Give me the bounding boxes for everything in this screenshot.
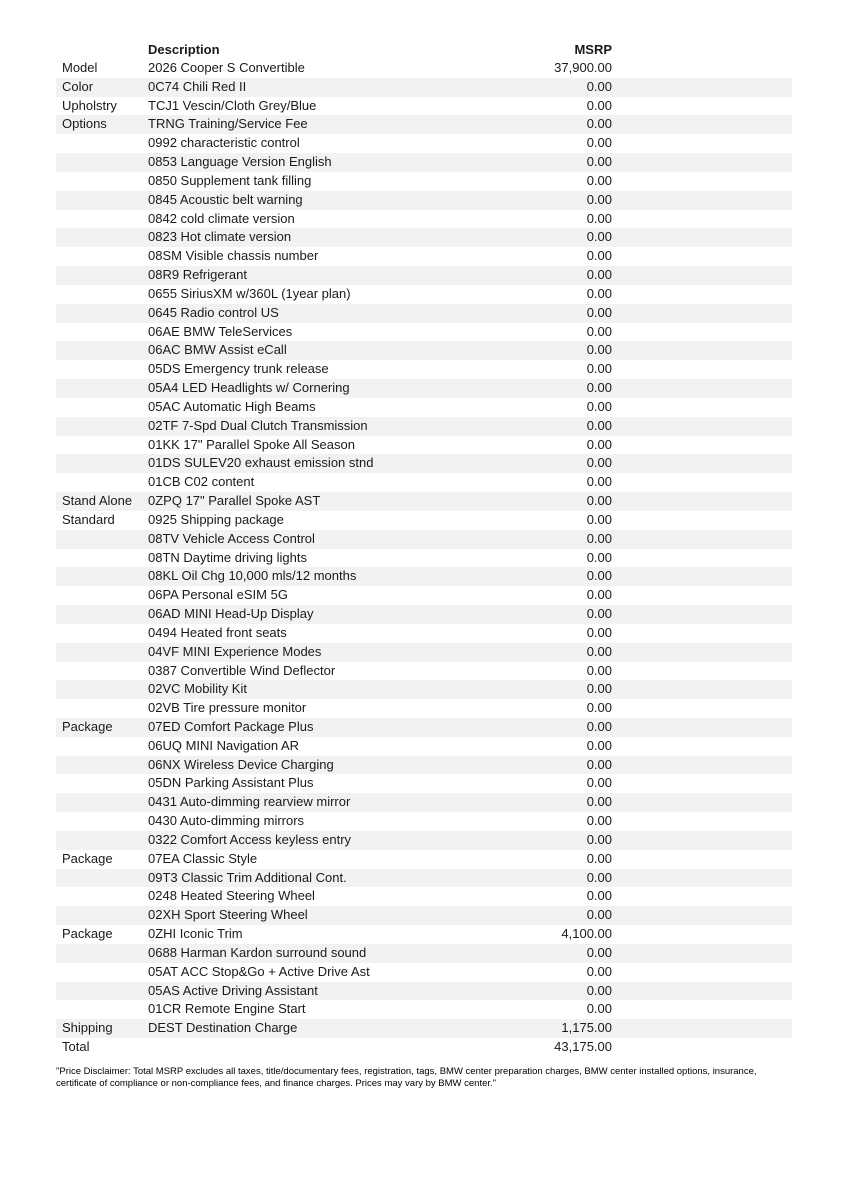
row-filler xyxy=(612,1000,792,1019)
table-row xyxy=(56,473,792,492)
table-row xyxy=(56,680,792,699)
table-row xyxy=(56,887,792,906)
table-header-row xyxy=(56,40,792,59)
row-category xyxy=(56,304,148,323)
row-description: 02XH Sport Steering Wheel xyxy=(148,907,308,923)
row-filler xyxy=(612,662,792,681)
row-msrp: 0.00 xyxy=(586,210,612,226)
table-row xyxy=(56,643,792,662)
row-category: Color xyxy=(62,78,94,94)
row-description: 07EA Classic Style xyxy=(148,850,258,866)
row-category xyxy=(56,643,148,662)
table-row xyxy=(56,530,792,549)
row-category xyxy=(56,549,148,568)
row-category xyxy=(56,436,148,455)
row-description: 06AC BMW Assist eCall xyxy=(148,342,287,358)
table-row xyxy=(56,304,792,323)
row-msrp: 0.00 xyxy=(586,78,612,94)
row-description: 05AS Active Driving Assistant xyxy=(148,982,318,998)
row-description: 06AD MINI Head-Up Display xyxy=(148,606,314,622)
row-msrp: 0.00 xyxy=(586,794,612,810)
table-row xyxy=(56,982,792,1001)
row-filler xyxy=(612,417,792,436)
row-category xyxy=(56,906,148,925)
row-filler xyxy=(612,191,792,210)
row-description: 0322 Comfort Access keyless entry xyxy=(148,831,352,847)
table-row xyxy=(56,398,792,417)
row-filler xyxy=(612,831,792,850)
row-filler xyxy=(612,360,792,379)
row-filler xyxy=(612,699,792,718)
row-msrp: 0.00 xyxy=(586,474,612,490)
row-category: Package xyxy=(62,718,113,734)
table-row xyxy=(56,341,792,360)
table-row xyxy=(56,1019,792,1038)
row-category xyxy=(56,285,148,304)
table-row xyxy=(56,831,792,850)
row-category xyxy=(56,586,148,605)
row-category xyxy=(56,398,148,417)
row-category xyxy=(56,454,148,473)
table-row xyxy=(56,756,792,775)
row-description: 08TN Daytime driving lights xyxy=(148,549,307,565)
table-row xyxy=(56,925,792,944)
row-filler xyxy=(612,680,792,699)
row-description: 0992 characteristic control xyxy=(148,135,300,151)
row-msrp: 1,175.00 xyxy=(561,1020,612,1036)
row-category xyxy=(56,831,148,850)
row-msrp: 0.00 xyxy=(586,172,612,188)
row-category xyxy=(56,737,148,756)
row-msrp: 0.00 xyxy=(586,493,612,509)
row-filler xyxy=(612,963,792,982)
price-disclaimer: "Price Disclaimer: Total MSRP excludes all taxes, title/documentary fees, registration, tags, BMW center preparation charges, BMW center installed options, insurance, certificate of compliance or non-compliance fees, and finance charges. Prices may vary by BMW center." xyxy=(56,1066,757,1089)
row-description: 0645 Radio control US xyxy=(148,304,279,320)
row-category: Package xyxy=(62,926,113,942)
row-filler xyxy=(612,247,792,266)
row-description: 0823 Hot climate version xyxy=(148,229,292,245)
row-msrp: 0.00 xyxy=(586,398,612,414)
row-description: 0925 Shipping package xyxy=(148,511,284,527)
row-msrp: 37,900.00 xyxy=(554,60,612,75)
row-category xyxy=(56,153,148,172)
row-category xyxy=(56,699,148,718)
table-row xyxy=(56,963,792,982)
row-category: Options xyxy=(62,116,107,132)
row-msrp: 0.00 xyxy=(586,530,612,546)
row-msrp: 0.00 xyxy=(586,869,612,885)
table-row xyxy=(56,1000,792,1019)
header-category xyxy=(56,40,148,59)
row-description: 05A4 LED Headlights w/ Cornering xyxy=(148,380,350,396)
row-msrp: 0.00 xyxy=(586,662,612,678)
row-description: 09T3 Classic Trim Additional Cont. xyxy=(148,869,347,885)
row-category xyxy=(56,210,148,229)
row-description xyxy=(148,1038,512,1057)
row-filler xyxy=(612,812,792,831)
row-filler xyxy=(612,549,792,568)
row-category: Package xyxy=(62,850,113,866)
row-msrp: 0.00 xyxy=(586,624,612,640)
row-msrp: 0.00 xyxy=(586,380,612,396)
row-filler xyxy=(612,982,792,1001)
row-description: 0845 Acoustic belt warning xyxy=(148,191,303,207)
row-msrp: 0.00 xyxy=(586,775,612,791)
row-msrp: 0.00 xyxy=(586,982,612,998)
row-description: 0430 Auto-dimming mirrors xyxy=(148,813,305,829)
row-category xyxy=(56,812,148,831)
row-msrp: 0.00 xyxy=(586,718,612,734)
row-msrp: 0.00 xyxy=(586,304,612,320)
row-msrp: 0.00 xyxy=(586,888,612,904)
table-row xyxy=(56,379,792,398)
row-category xyxy=(56,266,148,285)
row-description: 06UQ MINI Navigation AR xyxy=(148,737,300,753)
row-category xyxy=(56,982,148,1001)
row-msrp: 0.00 xyxy=(586,606,612,622)
row-category xyxy=(56,756,148,775)
row-category xyxy=(56,247,148,266)
row-msrp: 0.00 xyxy=(586,248,612,264)
row-filler xyxy=(612,97,792,116)
row-category: Upholstry xyxy=(62,97,117,113)
table-row xyxy=(56,1038,792,1057)
row-msrp: 0.00 xyxy=(586,191,612,207)
row-filler xyxy=(612,586,792,605)
row-description: 0842 cold climate version xyxy=(148,210,295,226)
row-description: 01KK 17" Parallel Spoke All Season xyxy=(148,436,355,452)
table-row xyxy=(56,417,792,436)
row-category xyxy=(56,341,148,360)
row-msrp: 0.00 xyxy=(586,116,612,132)
row-filler xyxy=(612,398,792,417)
table-row xyxy=(56,944,792,963)
row-filler xyxy=(612,59,792,78)
row-msrp: 0.00 xyxy=(586,154,612,170)
row-category: Total xyxy=(62,1039,90,1055)
row-filler xyxy=(612,78,792,97)
row-category xyxy=(56,793,148,812)
row-filler xyxy=(612,887,792,906)
row-category xyxy=(56,379,148,398)
header-description: Description xyxy=(148,42,220,57)
row-description: 07ED Comfort Package Plus xyxy=(148,718,314,734)
table-row xyxy=(56,549,792,568)
row-filler xyxy=(612,774,792,793)
row-description: 06PA Personal eSIM 5G xyxy=(148,587,288,603)
row-filler xyxy=(612,172,792,191)
row-category xyxy=(56,417,148,436)
row-msrp: 0.00 xyxy=(586,963,612,979)
row-msrp: 0.00 xyxy=(586,135,612,151)
table-row xyxy=(56,436,792,455)
table-row xyxy=(56,850,792,869)
row-msrp: 43,175.00 xyxy=(554,1039,612,1055)
row-description: 08KL Oil Chg 10,000 mls/12 months xyxy=(148,568,357,584)
table-row xyxy=(56,78,792,97)
row-filler xyxy=(612,304,792,323)
table-row xyxy=(56,97,792,116)
row-category xyxy=(56,624,148,643)
row-filler xyxy=(612,134,792,153)
row-description: TRNG Training/Service Fee xyxy=(148,116,308,132)
row-filler xyxy=(612,379,792,398)
row-msrp: 0.00 xyxy=(586,907,612,923)
row-filler xyxy=(612,793,792,812)
row-category xyxy=(56,323,148,342)
table-row xyxy=(56,266,792,285)
row-description: 05AT ACC Stop&Go + Active Drive Ast xyxy=(148,963,370,979)
row-msrp: 0.00 xyxy=(586,944,612,960)
row-description: 06AE BMW TeleServices xyxy=(148,323,293,339)
row-description: 0387 Convertible Wind Deflector xyxy=(148,662,336,678)
row-msrp: 0.00 xyxy=(586,361,612,377)
row-description: 0850 Supplement tank filling xyxy=(148,172,312,188)
row-description: 0494 Heated front seats xyxy=(148,624,287,640)
pricing-table xyxy=(56,40,792,1057)
row-description: 08R9 Refrigerant xyxy=(148,267,247,283)
row-filler xyxy=(612,718,792,737)
row-category xyxy=(56,774,148,793)
row-category xyxy=(56,869,148,888)
row-filler xyxy=(612,869,792,888)
row-description: 02TF 7-Spd Dual Clutch Transmission xyxy=(148,417,368,433)
row-msrp: 0.00 xyxy=(586,587,612,603)
row-filler xyxy=(612,850,792,869)
row-filler xyxy=(612,492,792,511)
row-description: 0853 Language Version English xyxy=(148,154,332,170)
table-row xyxy=(56,247,792,266)
row-category xyxy=(56,360,148,379)
row-description: 04VF MINI Experience Modes xyxy=(148,643,322,659)
row-msrp: 0.00 xyxy=(586,229,612,245)
table-row xyxy=(56,323,792,342)
row-category xyxy=(56,944,148,963)
row-category xyxy=(56,963,148,982)
table-row xyxy=(56,210,792,229)
row-msrp: 0.00 xyxy=(586,97,612,113)
table-row xyxy=(56,812,792,831)
table-row xyxy=(56,869,792,888)
row-description: 0ZPQ 17" Parallel Spoke AST xyxy=(148,493,321,509)
row-description: 08SM Visible chassis number xyxy=(148,248,319,264)
table-row xyxy=(56,586,792,605)
table-row xyxy=(56,115,792,134)
row-filler xyxy=(612,511,792,530)
row-filler xyxy=(612,756,792,775)
row-filler xyxy=(612,605,792,624)
row-description: 01DS SULEV20 exhaust emission stnd xyxy=(148,455,374,471)
header-filler xyxy=(612,40,792,59)
table-row xyxy=(56,906,792,925)
row-category: Standard xyxy=(62,511,115,527)
row-filler xyxy=(612,210,792,229)
row-msrp: 0.00 xyxy=(586,643,612,659)
table-row xyxy=(56,228,792,247)
row-category xyxy=(56,567,148,586)
table-row xyxy=(56,662,792,681)
row-description: 06NX Wireless Device Charging xyxy=(148,756,334,772)
row-msrp: 0.00 xyxy=(586,323,612,339)
row-msrp: 0.00 xyxy=(586,681,612,697)
row-description: 0248 Heated Steering Wheel xyxy=(148,888,315,904)
row-filler xyxy=(612,473,792,492)
row-filler xyxy=(612,153,792,172)
table-row xyxy=(56,172,792,191)
row-category xyxy=(56,887,148,906)
row-category xyxy=(56,680,148,699)
table-row xyxy=(56,153,792,172)
row-description: 02VC Mobility Kit xyxy=(148,681,247,697)
row-msrp: 0.00 xyxy=(586,417,612,433)
row-msrp: 0.00 xyxy=(586,436,612,452)
row-filler xyxy=(612,643,792,662)
row-filler xyxy=(612,341,792,360)
row-msrp: 0.00 xyxy=(586,285,612,301)
row-description: TCJ1 Vescin/Cloth Grey/Blue xyxy=(148,97,317,113)
row-description: 02VB Tire pressure monitor xyxy=(148,700,307,716)
row-msrp: 0.00 xyxy=(586,850,612,866)
row-description: 08TV Vehicle Access Control xyxy=(148,530,315,546)
row-msrp: 0.00 xyxy=(586,511,612,527)
row-category: Model xyxy=(62,60,98,75)
row-filler xyxy=(612,624,792,643)
row-description: 05DN Parking Assistant Plus xyxy=(148,775,314,791)
row-category xyxy=(56,1000,148,1019)
table-row xyxy=(56,59,792,78)
row-category xyxy=(56,134,148,153)
table-row xyxy=(56,454,792,473)
row-filler xyxy=(612,266,792,285)
table-row xyxy=(56,567,792,586)
row-filler xyxy=(612,944,792,963)
table-row xyxy=(56,492,792,511)
table-row xyxy=(56,718,792,737)
row-description: 0C74 Chili Red II xyxy=(148,78,247,94)
table-row xyxy=(56,699,792,718)
row-description: 01CB C02 content xyxy=(148,474,255,490)
row-filler xyxy=(612,530,792,549)
table-row xyxy=(56,191,792,210)
row-filler xyxy=(612,925,792,944)
row-msrp: 0.00 xyxy=(586,568,612,584)
table-row xyxy=(56,285,792,304)
row-category xyxy=(56,228,148,247)
row-msrp: 0.00 xyxy=(586,549,612,565)
row-filler xyxy=(612,737,792,756)
row-msrp: 0.00 xyxy=(586,700,612,716)
table-body xyxy=(56,59,792,1057)
row-category: Stand Alone xyxy=(62,493,133,509)
row-filler xyxy=(612,323,792,342)
row-filler xyxy=(612,285,792,304)
row-description: 01CR Remote Engine Start xyxy=(148,1001,306,1017)
row-category xyxy=(56,530,148,549)
row-msrp: 0.00 xyxy=(586,1001,612,1017)
row-filler xyxy=(612,228,792,247)
table-row xyxy=(56,360,792,379)
row-filler xyxy=(612,906,792,925)
row-description: 2026 Cooper S Convertible xyxy=(148,60,305,75)
row-description: 05DS Emergency trunk release xyxy=(148,361,329,377)
row-category xyxy=(56,605,148,624)
table-row xyxy=(56,134,792,153)
row-description: 0688 Harman Kardon surround sound xyxy=(148,944,367,960)
row-msrp: 0.00 xyxy=(586,342,612,358)
header-msrp: MSRP xyxy=(574,42,612,57)
row-description: 0431 Auto-dimming rearview mirror xyxy=(148,794,351,810)
table-row xyxy=(56,511,792,530)
row-filler xyxy=(612,1019,792,1038)
table-row xyxy=(56,793,792,812)
row-filler xyxy=(612,1038,792,1057)
row-description: 05AC Automatic High Beams xyxy=(148,398,316,414)
table-row xyxy=(56,624,792,643)
row-category xyxy=(56,191,148,210)
table-row xyxy=(56,605,792,624)
row-category: Shipping xyxy=(62,1020,113,1036)
row-category xyxy=(56,473,148,492)
row-description: DEST Destination Charge xyxy=(148,1020,298,1036)
row-msrp: 0.00 xyxy=(586,455,612,471)
row-filler xyxy=(612,454,792,473)
table-row xyxy=(56,774,792,793)
row-filler xyxy=(612,436,792,455)
row-category xyxy=(56,172,148,191)
row-filler xyxy=(612,567,792,586)
row-description: 0ZHI Iconic Trim xyxy=(148,926,243,942)
row-msrp: 0.00 xyxy=(586,831,612,847)
row-category xyxy=(56,662,148,681)
row-msrp: 0.00 xyxy=(586,756,612,772)
row-filler xyxy=(612,115,792,134)
table-row xyxy=(56,737,792,756)
row-description: 0655 SiriusXM w/360L (1year plan) xyxy=(148,285,351,301)
row-msrp: 4,100.00 xyxy=(561,926,612,942)
row-msrp: 0.00 xyxy=(586,813,612,829)
row-msrp: 0.00 xyxy=(586,737,612,753)
row-msrp: 0.00 xyxy=(586,267,612,283)
